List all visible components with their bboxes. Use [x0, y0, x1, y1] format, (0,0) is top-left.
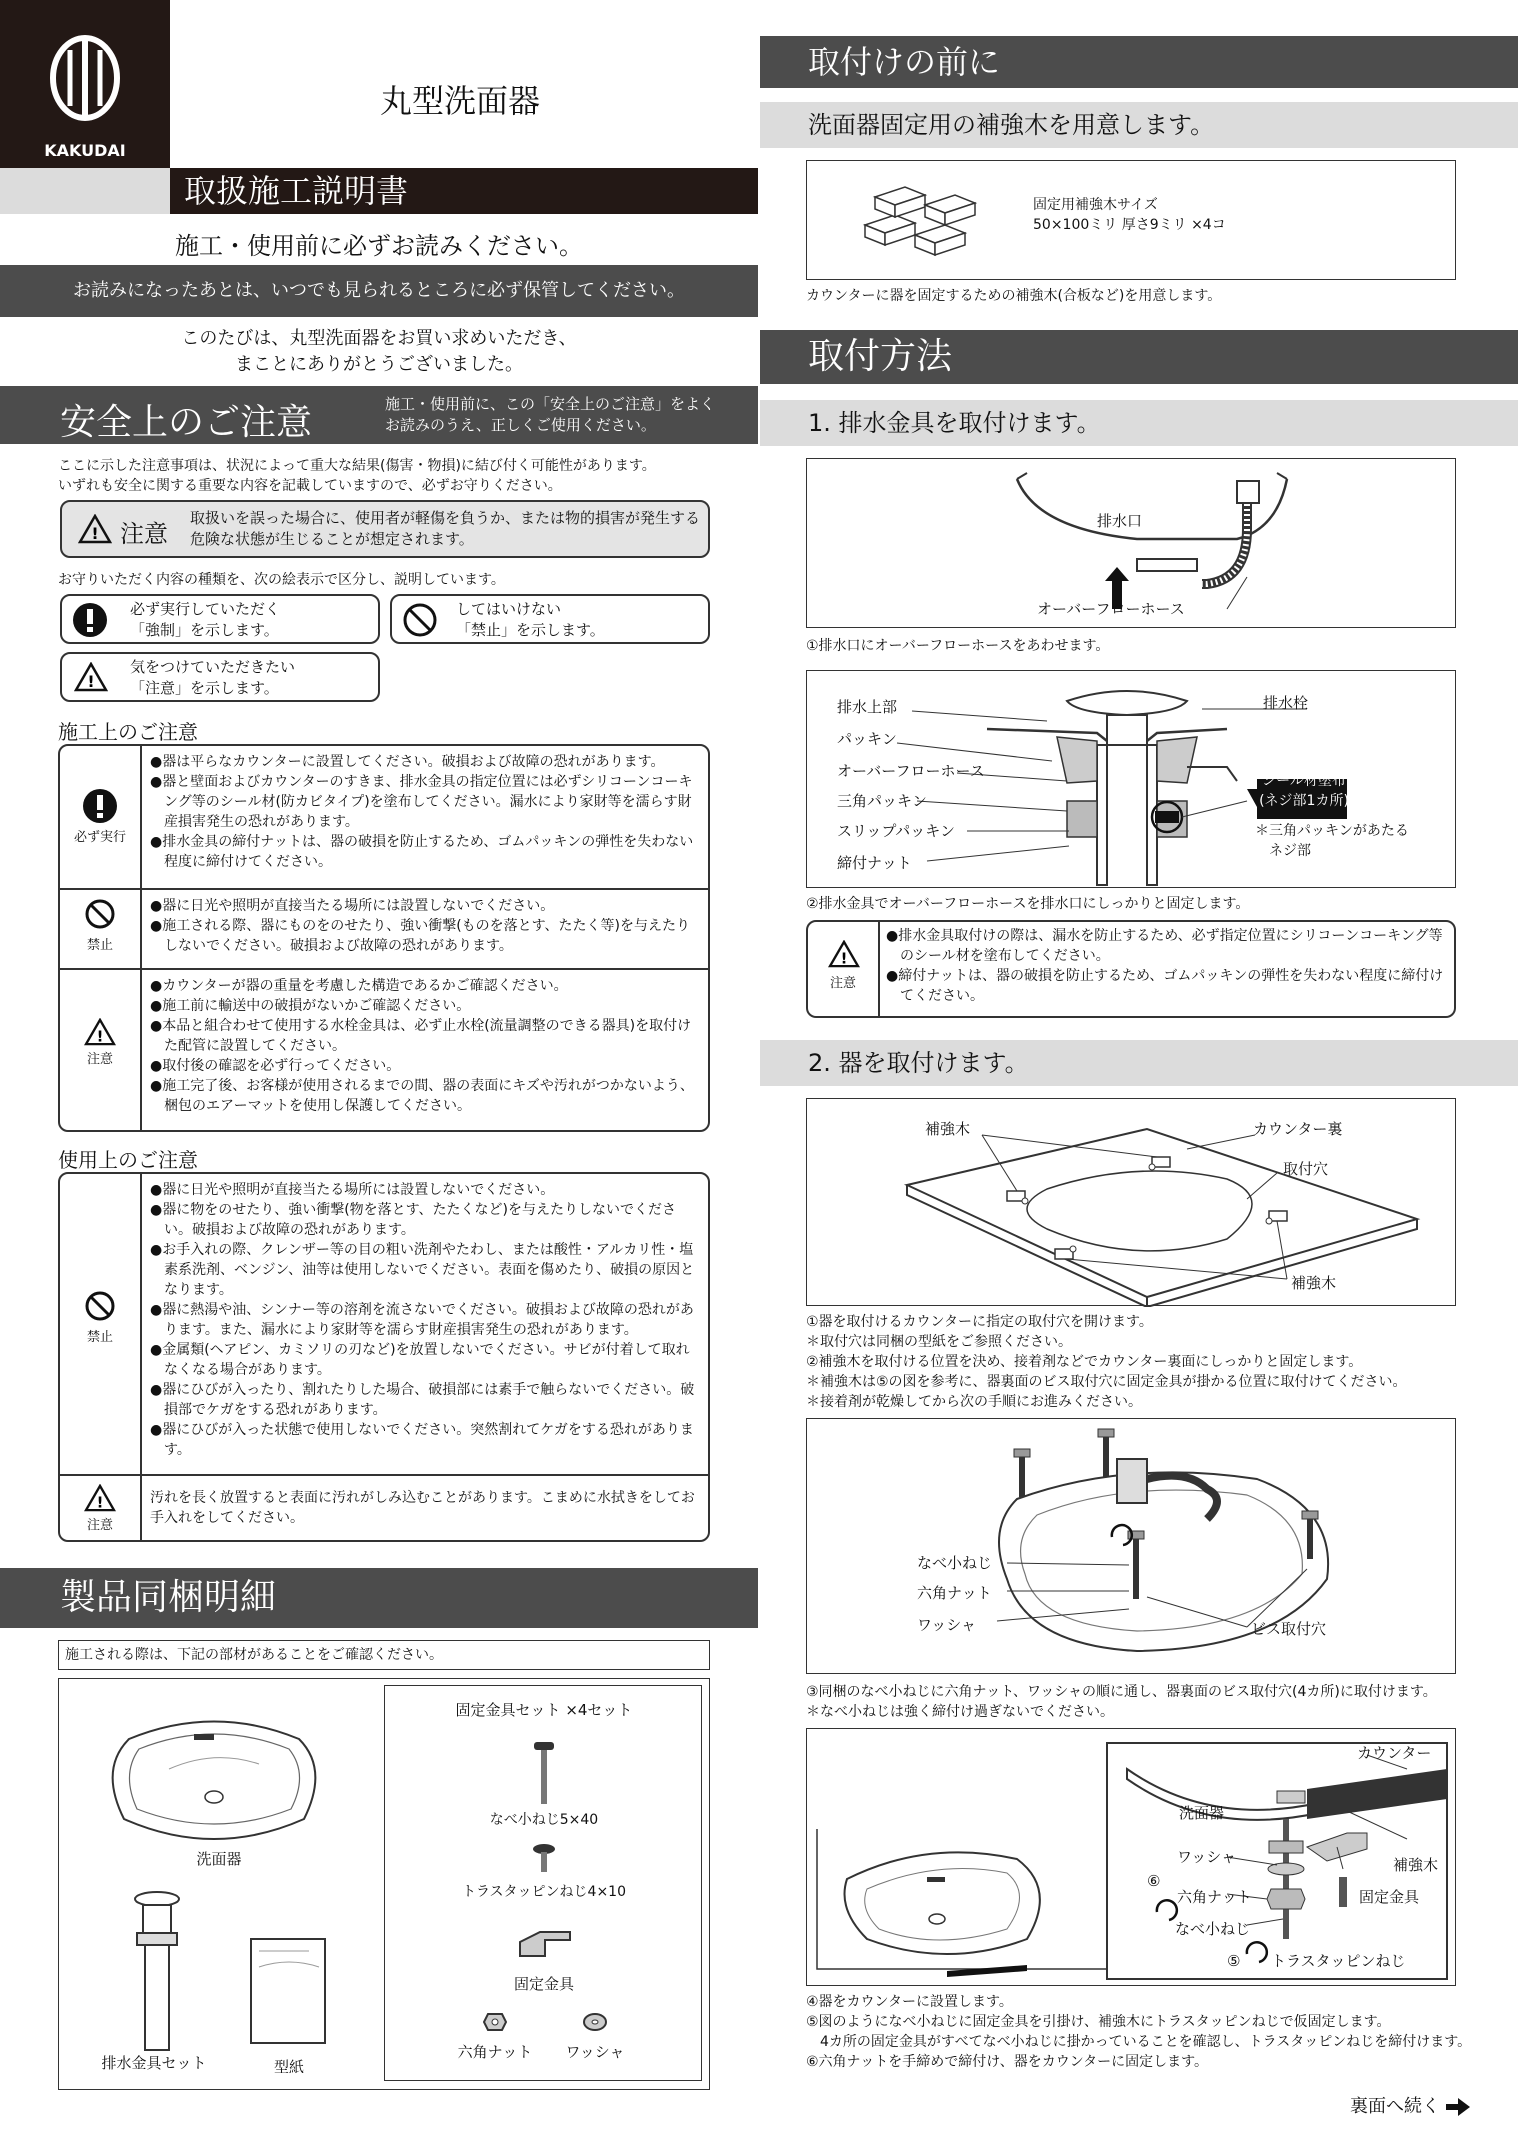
brand-name: KAKUDAI — [44, 141, 126, 160]
label-seal — [1259, 771, 1349, 811]
list-item: ● 施工完了後、お客様が使用されるまでの間、器の表面にキズや汚れがつかないよう、梱包のエアーマットを使用し保護してください。 — [150, 1076, 702, 1116]
label-screw-hole: ビス取付穴 — [1251, 1620, 1327, 1638]
safety-title: 安全上のご注意 — [60, 402, 313, 443]
step1-figure-2 — [806, 670, 1456, 888]
step2-figure-2 — [806, 1418, 1456, 1674]
label-overflow-hose-2: オーバーフローホース — [837, 762, 985, 780]
next-page — [1350, 2092, 1470, 2118]
product-title: 丸型洗面器 — [379, 82, 540, 120]
before-subtitle: 洗面器固定用の補強木を用意します。 — [760, 102, 1518, 148]
item-truss-screw: トラスタッピンねじ4×10 — [461, 1884, 627, 1900]
step2-c3n: ＊なべ小ねじは強く締付け過ぎないでください。 — [806, 1704, 1114, 1720]
symbol-caution — [60, 652, 380, 702]
bracket-icon — [515, 1922, 575, 1962]
label-drain-plug: 排水栓 — [1263, 694, 1309, 712]
arrow-right-icon — [1446, 2098, 1470, 2116]
install-notes-table — [58, 744, 710, 1132]
label-packing: パッキン — [837, 730, 897, 748]
screw-mount-diagram — [807, 1419, 1457, 1675]
brand-logo — [0, 0, 170, 170]
wood-size-2: 50×100ミリ 厚さ9ミリ ×4コ — [1033, 217, 1226, 233]
label-n5: ⑤ — [1227, 1952, 1241, 1970]
caution-icon — [828, 940, 860, 968]
step2-c6: ⑥六角ナットを手締めで締付け、器をカウンターに固定します。 — [806, 2054, 1209, 2070]
label-hex-nut-2: 六角ナット — [1177, 1888, 1252, 1906]
basin-illustration — [99, 1709, 329, 1859]
doc-title-bar — [0, 168, 758, 214]
safety-header — [0, 386, 758, 444]
washer-icon — [583, 2012, 607, 2032]
label-tri-packing: 三角パッキン — [837, 792, 927, 810]
svg-text:!: ! — [96, 1493, 104, 1512]
list-item: ● カウンターが器の重量を考慮した構造であるかご確認ください。 — [150, 976, 702, 996]
svg-text:!: ! — [91, 524, 99, 543]
list-item: ● 施工される際、器にものをのせたり、強い衝撃(ものを落とす、たたく等)を与えたりしないでください。破損および故障の恐れがあります。 — [150, 916, 702, 956]
item-template: 型紙 — [273, 2058, 304, 2076]
caution-icon — [84, 1018, 116, 1046]
caution-text-1: 取扱いを誤った場合に、使用者が軽傷を負うか、または物的損害が発生する — [190, 509, 701, 527]
label-prohibit: 禁止 — [86, 938, 113, 953]
safety-intro-1: ここに示した注意事項は、状況によって重大な結果(傷害・物損)に結び付く可能性があります。 — [58, 458, 656, 474]
symbol-must — [60, 594, 380, 644]
label-slip-packing: スリップパッキン — [837, 822, 956, 840]
caution-text — [190, 508, 700, 550]
wood-note: カウンターに器を固定するための補強木(合板など)を用意します。 — [806, 288, 1222, 304]
wood-blocks-illustration — [855, 175, 985, 265]
label-washer: ワッシャ — [917, 1616, 976, 1634]
symbol-prohibit — [390, 594, 710, 644]
svg-text:!: ! — [87, 672, 95, 691]
label-truss: トラスタッピンねじ — [1271, 1952, 1406, 1970]
label-seal-1: シール材塗布 — [1262, 773, 1346, 789]
item-drain-set: 排水金具セット — [101, 2054, 207, 2072]
wood-size — [1033, 195, 1226, 235]
next-page-label: 裏面へ続く — [1350, 2096, 1440, 2117]
list-item: ● 器に熱湯や油、シンナー等の溶剤を流さないでください。破損および故障の恐れがあります。また、漏水により家財等を濡らす財産損害発生の恐れがあります。 — [150, 1300, 702, 1340]
safety-intro-2: いずれも安全に関する重要な内容を記載していますので、必ずお守りください。 — [58, 478, 562, 494]
caution-text-2: 危険な状態が生じることが想定されます。 — [190, 530, 474, 548]
label-caution: 注意 — [86, 1518, 113, 1533]
step1-caption-2: ②排水金具でオーバーフローホースを排水口にしっかりと固定します。 — [806, 896, 1250, 912]
thanks-line-2: まことにありがとうございました。 — [235, 354, 523, 375]
list-item: ● 排水金具の締付ナットは、器の破損を防止するため、ゴムパッキンの弾性を失わない程度に締付けてください。 — [150, 832, 702, 872]
safety-side-1: 施工・使用前に、この「安全上のご注意」をよく — [385, 395, 716, 413]
must-icon — [82, 788, 118, 824]
list-item: ● 器と壁面およびカウンターのすきま、排水金具の指定位置には必ずシリコーンコーキング等のシール材(防カビタイプ)を塗布してください。漏水により家財等を濡らす財産損害発生の恐れがあります。 — [150, 772, 702, 832]
symbol-must-text — [130, 599, 280, 641]
list-item: ● 器に日光や照明が直接当たる場所には設置しないでください。 — [150, 1180, 702, 1200]
step2-c5: ⑤図のようになべ小ねじに固定金具を引掛け、補強木にトラスタッピンねじで仮固定します。 — [806, 2014, 1391, 2030]
truss-screw-icon — [532, 1844, 556, 1874]
label-wood-2: 補強木 — [1291, 1274, 1337, 1292]
symbol-must-1: 必ず実行していただく — [130, 600, 281, 618]
label-tighten-nut: 締付ナット — [837, 854, 912, 872]
label-prohibit: 禁止 — [86, 1330, 113, 1345]
item-bracket: 固定金具 — [513, 1975, 574, 1993]
caution-label: 注意 — [120, 520, 168, 548]
step2-captions-2 — [806, 1682, 1506, 1722]
list-item: ● 施工前に輸送中の破損がないかご確認ください。 — [150, 996, 702, 1016]
symbol-caution-1: 気をつけていただきたい — [130, 658, 296, 676]
install-prohibit-list — [150, 896, 702, 956]
symbol-prohibit-text — [456, 599, 605, 641]
read-before: 施工・使用前に必ずお読みください。 — [175, 232, 583, 260]
label-drain-port: 排水口 — [1097, 512, 1143, 530]
doc-title: 取扱施工説明書 — [170, 168, 758, 214]
safety-side-2: お読みのうえ、正しくご使用ください。 — [385, 416, 656, 434]
list-item: ● 器に物をのせたり、強い衝撃(物を落とす、たたくなど)を与えたりしないでください。破損および故障の恐れがあります。 — [150, 1200, 702, 1240]
safety-intro — [58, 456, 748, 496]
step1-title: 1. 排水金具を取付けます。 — [760, 400, 1518, 446]
label-mount-hole: 取付穴 — [1283, 1160, 1329, 1178]
wood-size-1: 固定用補強木サイズ — [1033, 197, 1158, 213]
step1-caution — [806, 920, 1456, 1018]
prohibit-icon — [84, 1290, 116, 1322]
before-title: 取付けの前に — [760, 36, 1518, 88]
step2-c4: ④器をカウンターに設置します。 — [806, 1994, 1013, 2010]
symbol-caution-text — [130, 657, 295, 699]
caution-icon — [74, 662, 108, 692]
install-caution-list — [150, 976, 702, 1116]
step2-c2n2: ＊接着剤が乾燥してから次の手順にお進みください。 — [806, 1394, 1142, 1410]
item-washer: ワッシャ — [565, 2043, 625, 2061]
fixing-set-title: 固定金具セット ×4セット — [455, 1701, 633, 1719]
step1-caption-1: ①排水口にオーバーフローホースをあわせます。 — [806, 638, 1110, 654]
label-pan-screw-2: なべ小ねじ — [1175, 1920, 1251, 1938]
label-n6: ⑥ — [1147, 1872, 1161, 1890]
label-tri-note-2: ネジ部 — [1269, 843, 1311, 859]
label-basin: 洗面器 — [1179, 1804, 1225, 1822]
item-basin: 洗面器 — [196, 1850, 242, 1868]
caution-definition — [60, 500, 710, 558]
step1-caution-label: 注意 — [829, 976, 856, 991]
label-caution: 注意 — [86, 1052, 113, 1067]
drain-set-illustration — [119, 1889, 199, 2054]
label-overflow-hose: オーバーフローホース — [1037, 600, 1185, 618]
item-hex-nut: 六角ナット — [457, 2043, 533, 2061]
safety-side-note — [385, 394, 715, 436]
step2-captions-1 — [806, 1312, 1506, 1412]
label-must: 必ず実行 — [73, 830, 126, 845]
step2-c1n: ＊取付穴は同梱の型紙をご参照ください。 — [806, 1334, 1072, 1350]
caution-triangle-icon — [78, 514, 112, 544]
prohibit-icon — [402, 602, 438, 638]
item-pan-screw: なべ小ねじ5×40 — [489, 1812, 599, 1828]
symbol-prohibit-2: 「禁止」を示します。 — [456, 621, 605, 639]
caution-icon — [84, 1484, 116, 1512]
list-item: ● 締付ナットは、器の破損を防止するため、ゴムパッキンの弾性を失わない程度に締付けてください。 — [886, 966, 1452, 1006]
step2-c1: ①器を取付けるカウンターに指定の取付穴を開けます。 — [806, 1314, 1153, 1330]
step2-figure-3 — [806, 1728, 1456, 1986]
label-hex-nut: 六角ナット — [917, 1584, 992, 1602]
label-washer-2: ワッシャ — [1177, 1848, 1236, 1866]
step1-caution-list — [886, 926, 1452, 1006]
step2-title: 2. 器を取付けます。 — [760, 1040, 1518, 1086]
kakudai-logo-icon — [0, 0, 170, 170]
method-title: 取付方法 — [760, 330, 1518, 384]
thanks-message — [0, 326, 758, 378]
list-item: ● 器にひびが入った状態で使用しないでください。突然割れてケガをする恐れがあります。 — [150, 1420, 702, 1460]
hex-nut-icon — [483, 2012, 507, 2032]
counter-wood-diagram — [807, 1099, 1457, 1307]
usage-notes-table — [58, 1172, 710, 1542]
label-tri-note — [1255, 821, 1409, 861]
list-item: ● 本品と組合わせて使用する水栓金具は、必ず止水栓(流量調整のできる器具)を取付けた配管に設置してください。 — [150, 1016, 702, 1056]
label-pan-screw: なべ小ねじ — [917, 1554, 993, 1572]
step2-c2n1: ＊補強木は⑤の図を参考に、器裏面のビス取付穴に固定金具が掛かる位置に取付けてください。 — [806, 1374, 1407, 1390]
symbol-prohibit-1: してはいけない — [456, 600, 562, 618]
list-item: ● 取付後の確認を必ず行ってください。 — [150, 1056, 702, 1076]
step2-c3: ③同梱のなべ小ねじに六角ナット、ワッシャの順に通し、器裏面のビス取付穴(4カ所)に取付けます。 — [806, 1684, 1437, 1700]
install-notes-title: 施工上のご注意 — [58, 720, 198, 744]
label-bracket: 固定金具 — [1359, 1888, 1420, 1906]
install-must-list — [150, 752, 702, 872]
contents-title: 製品同梱明細 — [0, 1568, 758, 1628]
svg-text:!: ! — [96, 1027, 104, 1046]
symbols-intro: お守りいただく内容の種類を、次の絵表示で区分し、説明しています。 — [58, 572, 505, 588]
label-wood-3: 補強木 — [1393, 1856, 1439, 1874]
fixing-set-box — [384, 1685, 702, 2081]
step2-c5n: 4カ所の固定金具がすべてなべ小ねじに掛かっていることを確認し、トラスタッピンねじを締付けます。 — [820, 2034, 1472, 2050]
symbol-caution-2: 「注意」を示します。 — [130, 679, 279, 697]
list-item: ● 金属類(ヘアピン、カミソリの刃など)を放置しないでください。サビが付着して取れなくなる場合があります。 — [150, 1340, 702, 1380]
usage-notes-title: 使用上のご注意 — [58, 1148, 198, 1172]
pan-screw-icon — [532, 1742, 556, 1804]
step1-figure-1 — [806, 458, 1456, 628]
svg-text:!: ! — [840, 949, 848, 968]
list-item: ● 器は平らなカウンターに設置してください。破損および故障の恐れがあります。 — [150, 752, 702, 772]
step2-captions-3 — [806, 1992, 1506, 2072]
step2-figure-1 — [806, 1098, 1456, 1306]
list-item: ● 器にひびが入ったり、割れたりした場合、破損部には素手で触らないでください。破損部でケガをする恐れがあります。 — [150, 1380, 702, 1420]
template-illustration — [249, 1937, 329, 2047]
label-tri-note-1: ＊三角パッキンがあたる — [1255, 823, 1409, 839]
label-wood: 補強木 — [925, 1120, 971, 1138]
usage-prohibit-list — [150, 1180, 702, 1460]
list-item: ● 器に日光や照明が直接当たる場所には設置しないでください。 — [150, 896, 702, 916]
counter-install-diagram — [807, 1729, 1457, 1987]
usage-caution-text: 汚れを長く放置すると表面に汚れがしみ込むことがあります。こまめに水拭きをしてお手入れをしてください。 — [150, 1490, 695, 1526]
label-counter-back: カウンター裏 — [1253, 1120, 1343, 1138]
label-counter: カウンター — [1357, 1744, 1432, 1762]
thanks-line-1: このたびは、丸型洗面器をお買い求めいただき、 — [181, 328, 577, 349]
list-item: ● お手入れの際、クレンザー等の目の粗い洗剤やたわし、または酸性・アルカリ性・塩素系洗剤、ベンジン、油等は使用しないでください。表面を傷めたり、破損の原因となります。 — [150, 1240, 702, 1300]
step2-c2: ②補強木を取付ける位置を決め、接着剤などでカウンター裏面にしっかりと固定します。 — [806, 1354, 1363, 1370]
contents-box — [58, 1678, 710, 2090]
contents-confirm: 施工される際は、下記の部材があることをご確認ください。 — [58, 1640, 710, 1670]
wood-box — [806, 160, 1456, 280]
symbol-must-2: 「強制」を示します。 — [130, 621, 279, 639]
must-icon — [72, 602, 108, 638]
list-item: ● 排水金具取付けの際は、漏水を防止するため、必ず指定位置にシリコーンコーキング等のシール材を塗布してください。 — [886, 926, 1452, 966]
prohibit-icon — [84, 898, 116, 930]
keep-note: お読みになったあとは、いつでも見られるところに必ず保管してください。 — [0, 265, 758, 317]
label-drain-top: 排水上部 — [837, 698, 898, 716]
label-seal-2: (ネジ部1カ所) — [1259, 793, 1349, 809]
